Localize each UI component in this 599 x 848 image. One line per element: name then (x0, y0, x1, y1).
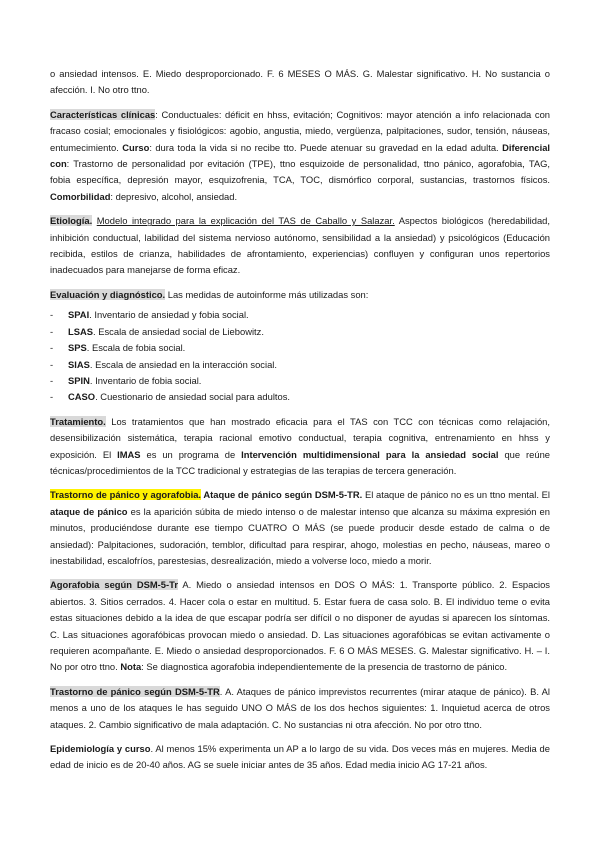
list-item-desc: . Cuestionario de ansiedad social para adultos. (95, 391, 291, 403)
treatment-heading: Tratamiento. (50, 415, 106, 427)
evaluation-list (50, 307, 550, 405)
imas-label: IMAS (117, 448, 141, 460)
document-page (50, 66, 550, 782)
clinical-text-1: : Conductuales: déficit en hhss, evitación; Cognitivos: mayor atención a info relacionada con fracaso cosial; emocionales y fisiológicos: agobio, angustia, miedo, vergüenza, palpitaciones, sudor, tensión, náuseas, entumecimiento. (50, 108, 551, 153)
panic-disorder-paragraph (50, 684, 550, 733)
list-item-abbr: SPIN (68, 374, 90, 386)
list-item-desc: . Inventario de ansiedad y fobia social. (89, 309, 249, 321)
clinical-heading: Características clínicas (50, 108, 156, 120)
list-item-abbr: SIAS (68, 358, 90, 370)
treatment-paragraph (50, 414, 550, 480)
list-item-desc: . Inventario de fobia social. (89, 374, 202, 386)
list-item (50, 340, 550, 356)
list-item-desc: . Escala de ansiedad social de Liebowitz. (93, 325, 264, 337)
evaluation-text: Las medidas de autoinforme más utilizadas son: (165, 288, 369, 300)
list-item-abbr: LSAS (68, 325, 94, 337)
panic-disorder-text: . A. Ataques de pánico imprevistos recurrentes (mirar ataque de pánico). B. Al menos a uno de los ataques le has seguido UNO O MÁS de los dos hechos siguientes: 1. Inquietud acerca de otros ataques. 2. Cambio significativo de mala adaptación. C. No sustancias ni otra afección. No por otro ttno. (50, 685, 551, 730)
epidemiology-heading: Epidemiología y curso (50, 743, 151, 755)
epidemiology-paragraph (50, 741, 550, 774)
intervention-label: Intervención multidimensional para la ansiedad social (241, 448, 499, 460)
curso-label: Curso (122, 141, 150, 153)
intro-text: o ansiedad intensos. E. Miedo desproporcionado. F. 6 MESES O MÁS. G. Malestar significativo. H. No sustancia o afección. I. No otro ttno. (50, 68, 550, 96)
panic-disorder-heading: Trastorno de pánico según DSM-5-TR (50, 685, 220, 697)
agoraphobia-text-1: A. Miedo o ansiedad intensos en DOS O MÁS: 1. Transporte público. 2. Espacios abiertos. 3. Sitios cerrados. 4. Hacer cola o estar en multitud. 5. Estar fuera de casa solo. B. El individuo teme o evita estas situaciones debido a la idea de que escapar podría ser difícil o no disponer de ayudas si aparecen los síntomas. C. Las situaciones agorafóbicas provocan miedo o ansiedad. D. Las situaciones agorafóbicas se evitan activamente o requieren acompañante. E. Miedo o ansiedad desproporcionados. F. 6 O MÁS MESES. G. Malestar significativo. H. – I. No por otro ttno. (50, 579, 550, 673)
differential-label: Diferencial con (50, 141, 551, 170)
attack-label: ataque de pánico (50, 505, 128, 517)
panic-heading: Trastorno de pánico y agorafobia. (50, 489, 202, 501)
list-item (50, 324, 550, 340)
clinical-paragraph (50, 107, 550, 205)
list-item (50, 373, 550, 389)
clinical-text-3: : Trastorno de personalidad por evitación (TPE), ttno esquizoide de personalidad, ttno pánico, agorafobia, TAG, fobia específica, depresión mayor, esquizofrenia, TCA, TOC, dismórfico corporal, sustancias, trastornos físicos. (50, 158, 550, 186)
agoraphobia-heading: Agorafobia según DSM-5-Tr (50, 579, 178, 591)
list-item (50, 389, 550, 405)
list-item-desc: . Escala de fobia social. (86, 342, 186, 354)
list-item (50, 307, 550, 323)
evaluation-paragraph (50, 287, 550, 303)
evaluation-heading: Evaluación y diagnóstico. (50, 288, 166, 300)
etiology-paragraph (50, 213, 550, 279)
epidemiology-text: . Al menos 15% experimenta un AP a lo largo de su vida. Dos veces más en mujeres. Media de edad de inicio es de 20-40 años. AG se suele iniciar antes de 35 años. Edad media inicio AG 17-21 años. (50, 743, 550, 771)
etiology-text: Aspectos biológicos (heredabilidad, inhibición conductual, labilidad del sistema nervioso autónomo, sensibilidad a la ansiedad) y psicológicos (Educación recibida, estilos de crianza, habilidades de afrontamiento, experiencias) confluyen y configuran unos repertorios inadecuados para manejarse de forma eficaz. (50, 215, 550, 276)
etiology-heading: Etiología. (50, 215, 93, 227)
treatment-text-3: que reúne técnicas/procedimientos de la TCC tradicional y estrategias de las terapias de tercera generación. (50, 448, 551, 476)
agoraphobia-paragraph (50, 577, 550, 675)
clinical-text-2: : dura toda la vida si no recibe tto. Puede atenuar su gravedad en la edad adulta. (149, 141, 503, 153)
comorbidity-label: Comorbilidad (50, 190, 111, 202)
panic-text-2: es la aparición súbita de miedo intenso o de malestar intenso que alcanza su máxima expresión en minutos, produciéndose durante ese tiempo CUATRO O MÁS (se puede producir desde estado de calma o de ansiedad): Palpitaciones, sudoración, temblor, dificultad para respirar, ahogo, molestias en pecho, náuseas, mareo o inestabilidad, escalofríos, parestesias, desrealización, miedo a volverse loco, miedo a morir. (50, 505, 550, 566)
panic-subheading: Ataque de pánico según DSM-5-TR. (201, 489, 363, 501)
agoraphobia-text-2: : Se diagnostica agorafobia independientemente de la presencia de trastorno de pánico. (141, 661, 508, 673)
list-item (50, 357, 550, 373)
note-label: Nota (120, 661, 142, 673)
etiology-model: Modelo integrado para la explicación del TAS de Caballo y Salazar. (96, 215, 395, 227)
treatment-text-2: es un programa de (140, 448, 242, 460)
list-item-desc: . Escala de ansiedad en la interacción social. (89, 358, 277, 370)
panic-paragraph (50, 487, 550, 569)
treatment-text-1: Los tratamientos que han mostrado eficacia para el TAS con TCC con técnicas como relajación, desensibilización sistemática, terapia racional emotivo conductual, terapia cognitiva, entrenamiento en hhss y exposición. El (50, 415, 550, 460)
list-item-abbr: SPAI (68, 309, 90, 321)
intro-paragraph (50, 66, 550, 99)
panic-text-1: El ataque de pánico no es un ttno mental. El (362, 489, 550, 501)
list-item-abbr: SPS (68, 342, 87, 354)
list-item-abbr: CASO (68, 391, 96, 403)
clinical-text-4: : depresivo, alcohol, ansiedad. (110, 190, 238, 202)
